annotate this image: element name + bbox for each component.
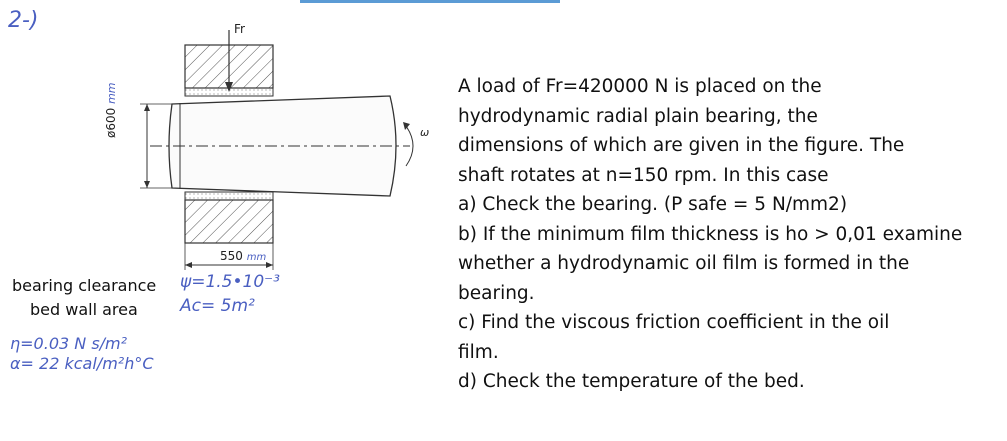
clearance-value: ψ=1.5•10⁻³	[180, 272, 280, 292]
problem-line: hydrodynamic radial plain bearing, the	[458, 105, 818, 127]
bearing-liner-bottom	[185, 192, 273, 200]
heat-coefficient-note: α= 22 kcal/m²h°C	[10, 354, 154, 373]
problem-line: A load of Fr=420000 N is placed on the	[458, 76, 822, 97]
problem-line: c) Find the viscous friction coefficient in the oil	[458, 312, 890, 333]
area-label: bed wall area	[30, 300, 138, 319]
problem-line: whether a hydrodynamic oil film is formed in the	[458, 253, 910, 274]
diameter-unit: mm	[105, 82, 118, 104]
length-arrow-right	[266, 262, 273, 268]
diameter-value: ø600	[104, 107, 118, 138]
problem-number: 2-)	[8, 8, 39, 33]
length-unit: mm	[246, 252, 267, 263]
diameter-arrow-top	[144, 104, 150, 111]
viscosity-note: η=0.03 N s/m²	[10, 334, 128, 353]
force-label: Fr	[234, 22, 245, 36]
length-arrow-left	[185, 262, 192, 268]
problem-line: shaft rotates at n=150 rpm. In this case	[458, 164, 829, 186]
rotation-label: ω	[420, 126, 430, 139]
problem-line: a) Check the bearing. (P safe = 5 N/mm2)	[458, 194, 848, 215]
area-value: Ac= 5m²	[180, 296, 255, 316]
problem-line: dimensions of which are given in the figure. The	[458, 135, 905, 156]
diameter-label	[104, 82, 118, 138]
bearing-shell-bottom	[185, 200, 273, 243]
problem-line: b) If the minimum film thickness is ho > 0,01 examine	[458, 223, 963, 245]
problem-line: bearing.	[458, 282, 535, 304]
length-value: 550	[220, 249, 243, 263]
clearance-label: bearing clearance	[12, 276, 157, 295]
rotation-arrow-head	[403, 122, 410, 130]
diameter-arrow-bottom	[144, 181, 150, 188]
problem-line: d) Check the temperature of the bed.	[458, 371, 805, 392]
length-label	[220, 249, 266, 263]
problem-statement	[458, 72, 1003, 397]
problem-line: film.	[458, 341, 499, 363]
